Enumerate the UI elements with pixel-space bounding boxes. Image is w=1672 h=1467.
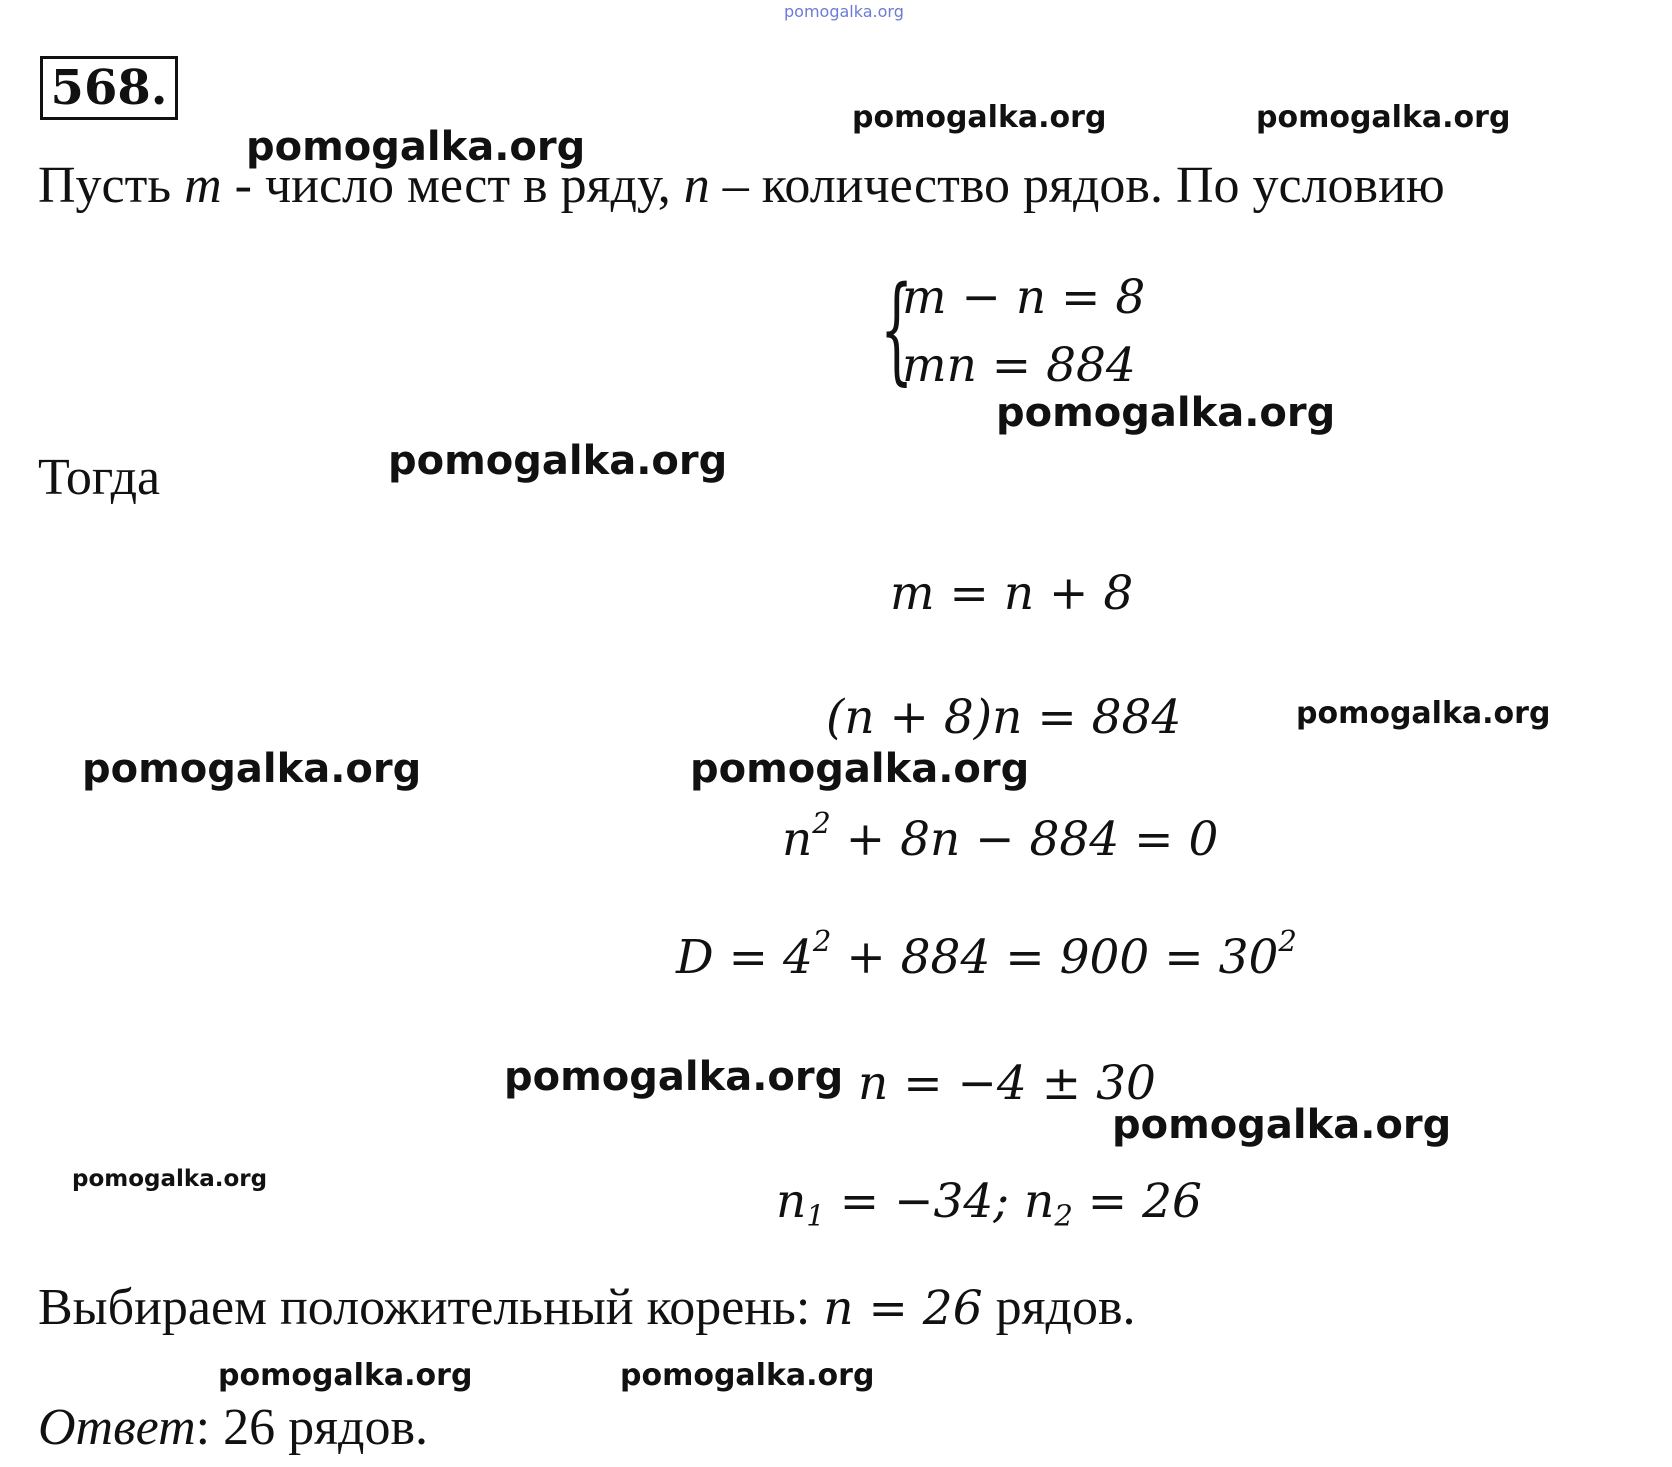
answer-line: [38, 1398, 428, 1457]
watermark: pomogalka.org: [504, 1054, 844, 1100]
intro-text-2: - число мест в ряду,: [221, 157, 684, 214]
conclusion-text: Выбираем положительный корень:: [38, 1279, 824, 1336]
conclusion-line: [38, 1278, 1136, 1337]
root-end: = 26: [1072, 1174, 1202, 1229]
watermark: pomogalka.org: [82, 746, 422, 792]
watermark: pomogalka.org: [852, 100, 1107, 135]
watermark: pomogalka.org: [690, 746, 1030, 792]
system-eq-2: mn = 884: [902, 338, 1136, 393]
system-eq-1: m − n = 8: [902, 270, 1146, 325]
watermark-top: pomogalka.org: [784, 2, 904, 21]
watermark: pomogalka.org: [388, 438, 728, 484]
equation-substituted: (n + 8)n = 884: [826, 690, 1182, 745]
intro-text-3: – количество рядов. По условию: [709, 157, 1445, 214]
problem-number: 568.: [40, 56, 178, 120]
root-sub-1: 1: [806, 1198, 825, 1233]
watermark: pomogalka.org: [996, 390, 1336, 436]
conclusion-math: n = 26: [823, 1281, 983, 1336]
watermark: pomogalka.org: [246, 124, 586, 170]
answer-label: Ответ: [38, 1399, 196, 1456]
quad-exp: 2: [812, 806, 831, 841]
root-n1: n: [776, 1174, 807, 1229]
equation-discriminant: [676, 924, 1297, 985]
disc-part-1: D = 4: [676, 930, 813, 985]
var-m: m: [184, 157, 222, 214]
disc-exp-2: 2: [1278, 924, 1297, 959]
watermark: pomogalka.org: [1296, 696, 1551, 731]
conclusion-tail: рядов.: [982, 1279, 1136, 1336]
then-label: Тогда: [38, 449, 161, 506]
equation-roots-formula: n = −4 ± 30: [858, 1056, 1156, 1111]
disc-part-2: + 884 = 900 = 30: [831, 930, 1279, 985]
watermark: pomogalka.org: [218, 1358, 473, 1393]
equation-m-expressed: m = n + 8: [890, 566, 1134, 621]
system-brace: {: [880, 262, 914, 397]
watermark: pomogalka.org: [1112, 1102, 1452, 1148]
equation-roots: [776, 1174, 1202, 1233]
watermark: pomogalka.org: [72, 1166, 268, 1192]
var-n: n: [683, 157, 710, 214]
quad-rest: + 8n − 884 = 0: [830, 812, 1219, 867]
intro-text-1: Пусть: [38, 157, 185, 214]
equation-quadratic: [782, 806, 1219, 867]
answer-text: : 26 рядов.: [195, 1399, 428, 1456]
root-mid: = −34; n: [824, 1174, 1055, 1229]
root-sub-2: 2: [1054, 1198, 1073, 1233]
watermark: pomogalka.org: [620, 1358, 875, 1393]
watermark: pomogalka.org: [1256, 100, 1511, 135]
quad-n: n: [782, 812, 813, 867]
disc-exp-1: 2: [812, 924, 832, 959]
